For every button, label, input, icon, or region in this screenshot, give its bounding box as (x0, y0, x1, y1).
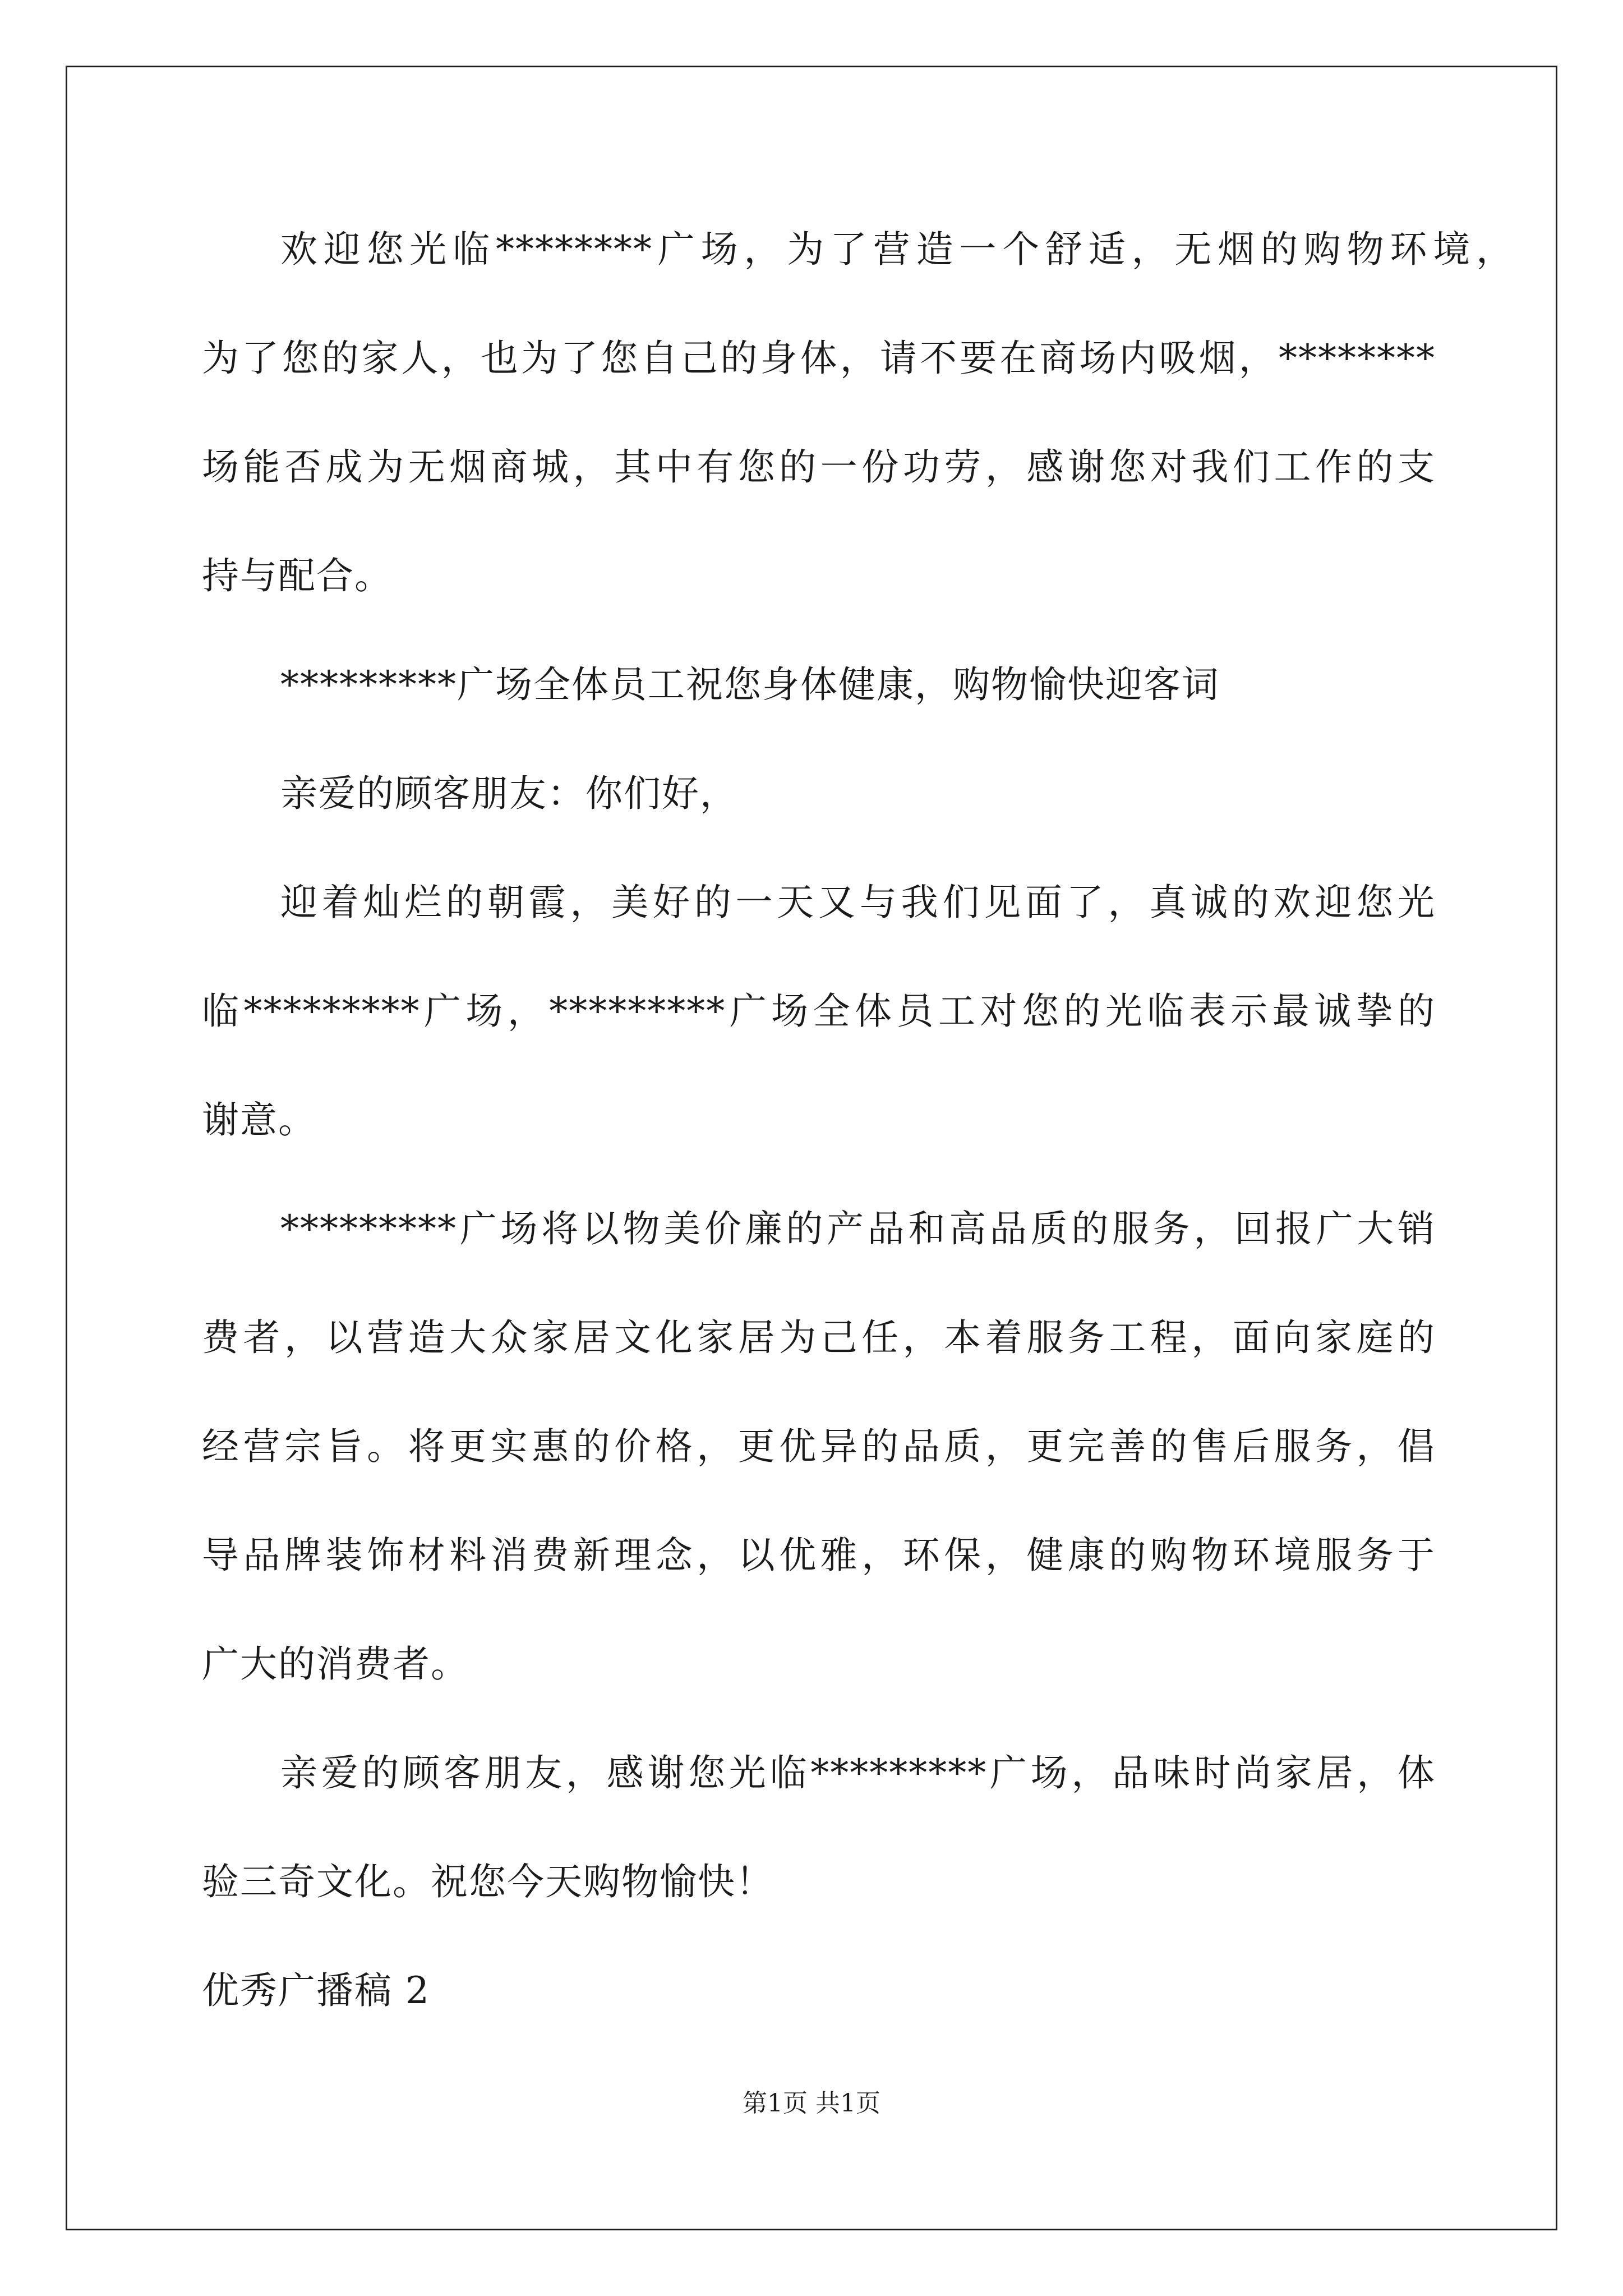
paragraph-4-line-2: 费者，以营造大众家居文化家居为己任，本着服务工程，面向家庭的 (202, 1316, 1436, 1359)
greeting-line: 亲爱的顾客朋友：你们好， (280, 772, 738, 815)
section-heading: 优秀广播稿 2 (202, 1969, 430, 2012)
paragraph-3-line-3: 谢意。 (202, 1098, 316, 1142)
paragraph-1-line-2: 为了您的家人，也为了您自己的身体，请不要在商场内吸烟，******** (202, 337, 1436, 380)
paragraph-4-line-4: 导品牌装饰材料消费新理念，以优雅，环保，健康的购物环境服务于 (202, 1534, 1436, 1577)
page-footer: 第1页 共1页 (743, 2089, 880, 2118)
paragraph-4-line-5: 广大的消费者。 (202, 1642, 469, 1686)
paragraph-3-line-1: 迎着灿烂的朝霞，美好的一天又与我们见面了，真诚的欢迎您光 (280, 881, 1436, 924)
paragraph-4-line-1: *********广场将以物美价廉的产品和高品质的服务，回报广大销 (280, 1207, 1436, 1250)
paragraph-2-line-1: *********广场全体员工祝您身体健康，购物愉快迎客词 (280, 663, 1220, 706)
paragraph-1-line-3: 场能否成为无烟商城，其中有您的一份功劳，感谢您对我们工作的支 (202, 445, 1436, 489)
paragraph-5-line-2: 验三奇文化。祝您今天购物愉快！ (202, 1860, 774, 1903)
paragraph-4-line-3: 经营宗旨。将更实惠的价格，更优异的品质，更完善的售后服务，倡 (202, 1425, 1436, 1468)
paragraph-1-line-1: 欢迎您光临********广场，为了营造一个舒适，无烟的购物环境， (280, 228, 1514, 271)
paragraph-5-line-1: 亲爱的顾客朋友，感谢您光临*********广场，品味时尚家居，体 (280, 1751, 1436, 1795)
paragraph-3-line-2: 临*********广场，*********广场全体员工对您的光临表示最诚挚的 (202, 990, 1436, 1033)
paragraph-1-line-4: 持与配合。 (202, 554, 393, 597)
